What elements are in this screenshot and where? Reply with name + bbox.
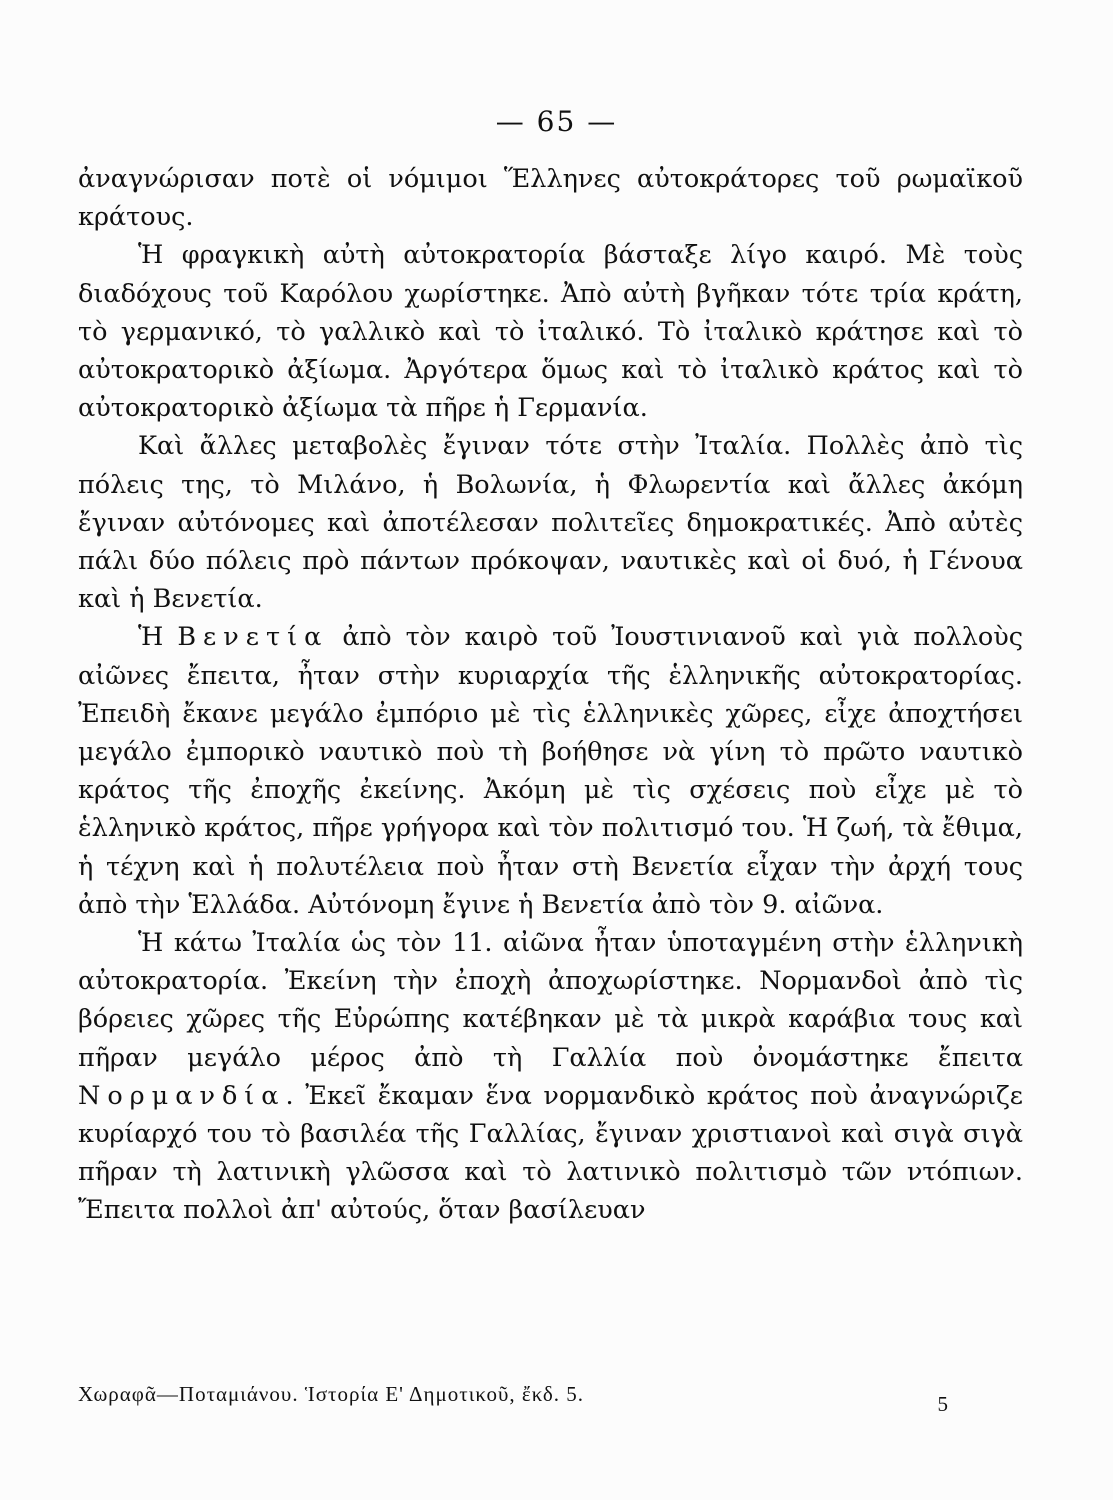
page-number: — 65 — <box>495 105 618 138</box>
paragraph-text: Ἡ <box>138 622 178 653</box>
signature-mark: 5 <box>937 1392 948 1416</box>
spaced-emphasis: Νορμανδία <box>78 1080 286 1111</box>
paragraph-text: Ἡ φραγκικὴ αὐτὴ αὐτοκρατορία βάσταξε λίγο καιρό. Μὲ τοὺς διαδόχους τοῦ Καρόλου χωρίστηκε. Ἀπὸ αὐτὴ βγῆκαν τότε τρία κράτη, τὸ γερμανικό, τὸ γαλλικὸ καὶ τὸ ἰταλικό. Τὸ ἰταλικὸ κράτησε καὶ τὸ αὐτοκρατορικὸ ἀξίωμα. Ἀργότερα ὅμως καὶ τὸ ἰταλικὸ κράτος καὶ τὸ αὐτοκρατορικὸ ἀξίωμα τὰ πῆρε ἡ Γερμανία. <box>78 240 1023 424</box>
paragraph-text: ἀπὸ τὸν καιρὸ τοῦ Ἰουστινιανοῦ καὶ γιὰ πολλοὺς αἰῶνες ἔπειτα, ἦταν στὴν κυριαρχία τῆς ἑλληνικῆς αὐτοκρατορίας. Ἐπειδὴ ἔκανε μεγάλο ἐμπόριο μὲ τὶς ἑλληνικὲς χῶρες, εἶχε ἀποχτήσει μεγάλο ἐμπορικὸ ναυτικὸ ποὺ τὴ βοήθησε νὰ γίνη τὸ πρῶτο ναυτικὸ κράτος τῆς ἐποχῆς ἐκείνης. Ἀκόμη μὲ τὶς σχέσεις ποὺ εἶχε μὲ τὸ ἑλληνικὸ κράτος, πῆρε γρήγορα καὶ τὸν πολιτισμό του. Ἡ ζωή, τὰ ἔθιμα, ἡ τέχνη καὶ ἡ πολυτέλεια ποὺ ἦταν στὴ Βενετία εἶχαν τὴν ἀρχή τους ἀπὸ τὴν Ἑλλάδα. Αὐτόνομη ἔγινε ἡ Βενετία ἀπὸ τὸν 9. αἰῶνα. <box>78 622 1023 920</box>
paragraph-text: Καὶ ἄλλες μεταβολὲς ἔγιναν τότε στὴν Ἰταλία. Πολλὲς ἀπὸ τὶς πόλεις της, τὸ Μιλάνο, ἡ Βολωνία, ἡ Φλωρεντία καὶ ἄλλες ἀκόμη ἔγιναν αὐτόνομες καὶ ἀποτέλεσαν πολιτεῖες δημοκρατικές. Ἀπὸ αὐτὲς πάλι δύο πόλεις πρὸ πάντων πρόκοψαν, ναυτικὲς καὶ οἱ δυό, ἡ Γένουα καὶ ἡ Βενετία. <box>78 431 1023 615</box>
paragraph-text: ἀναγνώρισαν ποτὲ οἱ νόμιμοι Ἕλληνες αὐτοκράτορες τοῦ ρωμαϊκοῦ κράτους. <box>78 164 1023 233</box>
paragraph-text: . Ἐκεῖ ἔκαμαν ἕνα νορμανδικὸ κράτος ποὺ ἀναγνώριζε κυρίαρχό του τὸ βασιλέα τῆς Γαλλίας, ἔγιναν χριστιανοὶ καὶ σιγὰ σιγὰ πῆραν τὴ λατινικὴ γλῶσσα καὶ τὸ λατινικὸ πολιτισμὸ τῶν ντόπιων. Ἔπειτα πολλοὶ ἀπ' αὐτούς, ὅταν βασίλευαν <box>78 1080 1023 1226</box>
paragraph <box>78 427 1023 618</box>
paragraph <box>78 236 1023 427</box>
paragraph <box>78 160 1023 236</box>
paragraph <box>78 618 1023 924</box>
page-footer: Χωραφᾶ—Ποταμιάνου. Ἱστορία Ε' Δημοτικοῦ, ἔκδ. 5. <box>78 1382 584 1406</box>
paragraph-text: Ἡ κάτω Ἰταλία ὡς τὸν 11. αἰῶνα ἦταν ὑποταγμένη στὴν ἑλληνικὴ αὐτοκρατορία. Ἐκείνη τὴν ἐποχὴ ἀποχωρίστηκε. Νορμανδοὶ ἀπὸ τὶς βόρειες χῶρες τῆς Εὐρώπης κατέβηκαν μὲ τὰ μικρὰ καράβια τους καὶ πῆραν μεγάλο μέρος ἀπὸ τὴ Γαλλία ποὺ ὀνομάστηκε ἔπειτα <box>78 928 1023 1073</box>
body-text <box>78 160 1023 1230</box>
spaced-emphasis: Βενετία <box>177 622 329 653</box>
paragraph <box>78 924 1023 1230</box>
